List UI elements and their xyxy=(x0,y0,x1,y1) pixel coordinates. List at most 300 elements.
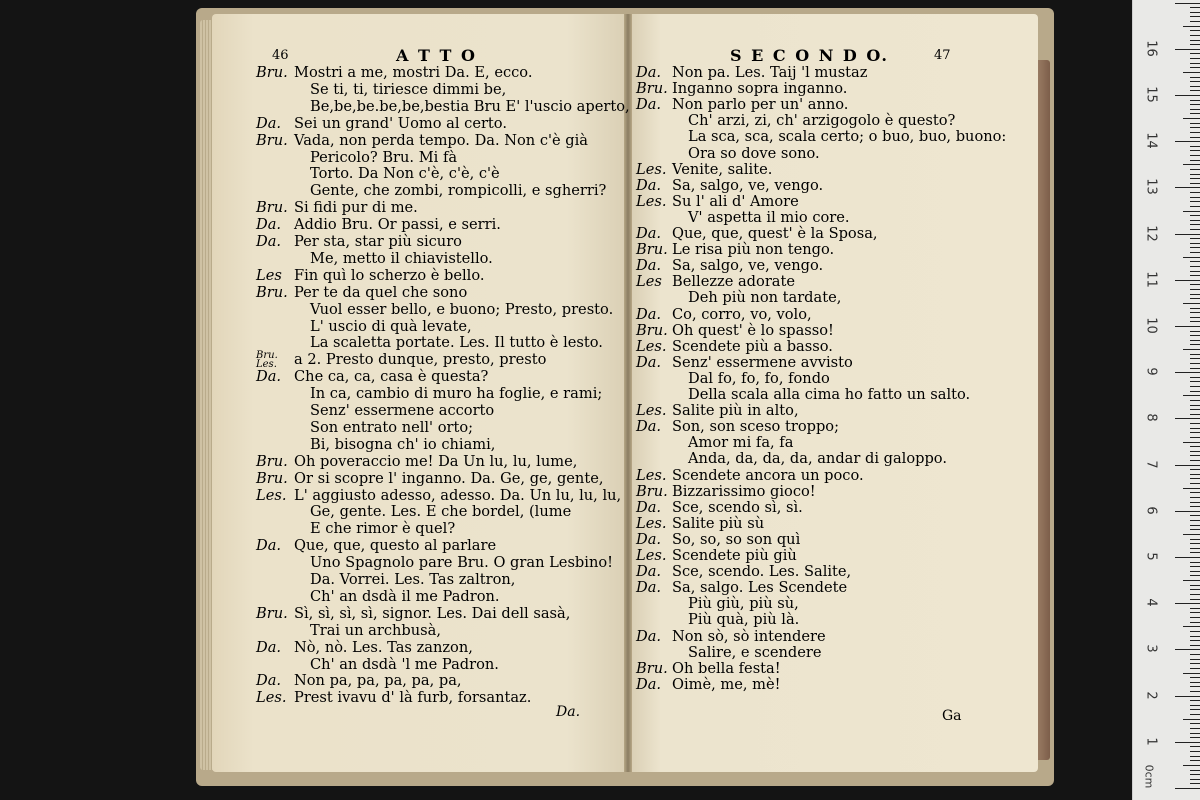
ruler-number: 2 xyxy=(1143,690,1159,700)
ruler-tick xyxy=(1190,197,1200,198)
ruler-tick xyxy=(1190,529,1200,530)
ruler-tick xyxy=(1190,451,1200,452)
ruler-number: 15 xyxy=(1143,86,1159,103)
ruler-tick xyxy=(1183,26,1200,27)
verse-text: Si fidi pur di me. xyxy=(294,199,418,217)
text-line xyxy=(256,537,496,555)
verse-text: Non pa, pa, pa, pa, pa, xyxy=(294,672,462,690)
ruler-number: 7 xyxy=(1143,459,1159,469)
ruler-tick xyxy=(1190,756,1200,757)
verse-text: Inganno sopra inganno. xyxy=(672,80,848,98)
verse-text: Deh più non tardate, xyxy=(688,289,842,307)
ruler-tick xyxy=(1190,100,1200,101)
ruler-tick xyxy=(1190,562,1200,563)
ruler-tick xyxy=(1190,381,1200,382)
verse-text: Più quà, più là. xyxy=(688,611,800,629)
verse-text: Son, son sceso troppo; xyxy=(672,418,840,436)
verse-text: Su l' ali d' Amore xyxy=(672,192,799,210)
ruler-tick xyxy=(1190,344,1200,345)
verse-text: Che ca, ca, casa è questa? xyxy=(294,368,489,386)
ruler-tick xyxy=(1190,515,1200,516)
verse-text: Amor mi fa, fa xyxy=(688,434,794,452)
ruler-tick xyxy=(1183,442,1200,443)
ruler-tick xyxy=(1190,63,1200,64)
verse-text: Salite più sù xyxy=(672,514,765,532)
verse-text: Salire, e scendere xyxy=(688,643,822,661)
ruler-tick xyxy=(1190,608,1200,609)
ruler-tick xyxy=(1190,308,1200,309)
speaker-label: Les. xyxy=(636,514,667,532)
ruler-tick xyxy=(1190,636,1200,637)
ruler-tick xyxy=(1175,465,1200,466)
speaker-label: Bru. xyxy=(256,469,288,487)
verse-text: Oh poveraccio me! Da Un lu, lu, lume, xyxy=(294,452,578,470)
ruler-tick xyxy=(1190,86,1200,87)
ruler-tick xyxy=(1175,280,1200,281)
text-line xyxy=(256,368,488,386)
speaker-label: Les. xyxy=(256,486,287,504)
ruler-tick xyxy=(1190,728,1200,729)
ruler-tick xyxy=(1190,21,1200,22)
page-edges-right xyxy=(1036,60,1050,760)
ruler-tick xyxy=(1190,104,1200,105)
verse-text: Uno Spagnolo pare Bru. O gran Lesbino! xyxy=(310,554,613,572)
ruler-tick xyxy=(1190,261,1200,262)
ruler-tick xyxy=(1175,557,1200,558)
ruler-tick xyxy=(1190,746,1200,747)
ruler-tick xyxy=(1190,700,1200,701)
verse-text: Bizzarissimo gioco! xyxy=(672,482,816,500)
ruler-tick xyxy=(1190,783,1200,784)
speaker-label: Bru. xyxy=(256,452,288,470)
speaker-label: Da. xyxy=(636,530,662,548)
measurement-ruler xyxy=(1132,0,1200,800)
ruler-tick xyxy=(1175,649,1200,650)
verse-text: In ca, cambio di muro ha foglie, e rami; xyxy=(310,385,603,403)
ruler-tick xyxy=(1190,539,1200,540)
left-catchword: Da. xyxy=(556,704,581,720)
ruler-tick xyxy=(1190,654,1200,655)
ruler-tick xyxy=(1190,423,1200,424)
verse-text: Pericolo? Bru. Mi fà xyxy=(310,148,458,166)
left-running-header: A T T O xyxy=(396,46,477,65)
ruler-tick xyxy=(1190,409,1200,410)
ruler-tick xyxy=(1190,321,1200,322)
verse-text: Sì, sì, sì, sì, signor. Les. Dai dell sasà, xyxy=(294,604,571,622)
text-line xyxy=(256,318,472,336)
ruler-tick xyxy=(1190,368,1200,369)
speaker-label: Da. xyxy=(636,225,662,242)
speaker-label: Bru. xyxy=(636,659,668,677)
verse-text: Oh quest' è lo spasso! xyxy=(672,321,834,339)
ruler-tick xyxy=(1190,525,1200,526)
ruler-tick xyxy=(1190,81,1200,82)
ruler-tick xyxy=(1175,696,1200,697)
ruler-tick xyxy=(1190,206,1200,207)
ruler-tick xyxy=(1190,760,1200,761)
verse-text: L' uscio di quà levate, xyxy=(310,317,472,335)
verse-text: Ch' an dsdà il me Padron. xyxy=(310,587,500,605)
ruler-tick xyxy=(1190,137,1200,138)
verse-text: Della scala alla cima ho fatto un salto. xyxy=(688,386,971,403)
text-line xyxy=(256,639,473,657)
ruler-number: 3 xyxy=(1143,644,1159,654)
speaker-label: Da. xyxy=(636,257,662,275)
speaker-label: Da. xyxy=(636,96,662,114)
verse-text: Anda, da, da, da, andar di galoppo. xyxy=(688,450,947,468)
speaker-label: Da. xyxy=(636,675,662,693)
book-gutter xyxy=(624,14,632,772)
text-line xyxy=(256,588,500,606)
ruler-tick xyxy=(1190,146,1200,147)
verse-text: Salite più in alto, xyxy=(672,402,799,420)
verse-text: Non sò, sò intendere xyxy=(672,627,826,645)
text-line xyxy=(256,656,499,674)
verse-text: La scaletta portate. Les. Il tutto è lesto. xyxy=(310,334,603,352)
ruler-tick xyxy=(1190,705,1200,706)
verse-text: Fin quì lo scherzo è bello. xyxy=(294,266,485,284)
ruler-tick xyxy=(1190,155,1200,156)
ruler-number: 11 xyxy=(1143,271,1159,288)
ruler-tick xyxy=(1190,599,1200,600)
ruler-tick xyxy=(1190,663,1200,664)
ruler-tick xyxy=(1190,53,1200,54)
ruler-tick xyxy=(1183,534,1200,535)
verse-text: Ch' arzi, zi, ch' arzigogolo è questo? xyxy=(688,112,956,130)
ruler-tick xyxy=(1190,178,1200,179)
text-line xyxy=(256,470,603,488)
ruler-tick xyxy=(1190,460,1200,461)
ruler-number: 16 xyxy=(1143,40,1159,57)
text-line xyxy=(256,453,577,471)
ruler-tick xyxy=(1190,331,1200,332)
right-running-header: S E C O N D O. xyxy=(730,46,889,65)
ruler-tick xyxy=(1175,141,1200,142)
speaker-label: Les. xyxy=(636,547,667,564)
verse-text: E che rimor è quel? xyxy=(310,520,456,538)
ruler-tick xyxy=(1190,774,1200,775)
text-line xyxy=(256,622,441,640)
verse-text: Trai un archbusà, xyxy=(310,621,441,639)
verse-text: Co, corro, vo, volo, xyxy=(672,305,812,323)
ruler-tick xyxy=(1190,224,1200,225)
ruler-tick xyxy=(1190,284,1200,285)
ruler-tick xyxy=(1190,737,1200,738)
ruler-tick xyxy=(1190,7,1200,8)
text-line xyxy=(256,216,501,234)
ruler-tick xyxy=(1190,132,1200,133)
right-catchword: Ga xyxy=(942,708,962,724)
speaker-label: Les. xyxy=(636,192,667,210)
ruler-tick xyxy=(1190,400,1200,401)
text-line xyxy=(256,284,467,302)
speaker-label: Da. xyxy=(636,498,662,516)
verse-text: Gente, che zombi, rompicolli, e sgherri? xyxy=(310,182,607,200)
ruler-tick xyxy=(1175,326,1200,327)
verse-text: Vada, non perda tempo. Da. Non c'è già xyxy=(294,131,589,149)
ruler-number: 6 xyxy=(1143,506,1159,515)
ruler-tick xyxy=(1190,594,1200,595)
verse-text: Bi, bisogna ch' io chiami, xyxy=(310,435,496,453)
speaker-label: Les. xyxy=(636,466,667,484)
ruler-number: 13 xyxy=(1143,178,1159,196)
text-line xyxy=(256,132,588,150)
verse-text: L' aggiusto adesso, adesso. Da. Un lu, lu, lu, xyxy=(294,486,622,504)
ruler-tick xyxy=(1190,294,1200,295)
ruler-tick xyxy=(1190,90,1200,91)
speaker-label: Da. xyxy=(636,418,662,436)
ruler-tick xyxy=(1190,723,1200,724)
ruler-tick xyxy=(1190,497,1200,498)
ruler-tick xyxy=(1175,95,1200,96)
ruler-tick xyxy=(1190,183,1200,184)
verse-text: Sa, salgo. Les Scendete xyxy=(672,579,848,597)
ruler-tick xyxy=(1183,488,1200,489)
verse-text: La sca, sca, scala certo; o buo, buo, buono: xyxy=(688,128,1007,146)
ruler-tick xyxy=(1190,474,1200,475)
ruler-tick xyxy=(1190,686,1200,687)
ruler-tick xyxy=(1183,765,1200,766)
ruler-tick xyxy=(1190,492,1200,493)
ruler-tick xyxy=(1190,405,1200,406)
ruler-tick xyxy=(1175,742,1200,743)
text-line xyxy=(256,605,570,623)
ruler-tick xyxy=(1190,548,1200,549)
ruler-tick xyxy=(1175,372,1200,373)
speaker-label: Bru. xyxy=(256,131,288,149)
verse-text: Scendete più a basso. xyxy=(672,337,833,355)
ruler-tick xyxy=(1175,234,1200,235)
ruler-tick xyxy=(1190,271,1200,272)
verse-text: Ora so dove sono. xyxy=(688,144,820,162)
verse-text: Ch' an dsdà 'l me Padron. xyxy=(310,655,499,673)
ruler-tick xyxy=(1190,150,1200,151)
ruler-tick xyxy=(1190,275,1200,276)
text-line xyxy=(256,402,494,420)
speaker-label: Da. xyxy=(256,537,282,555)
ruler-tick xyxy=(1175,603,1200,604)
text-line xyxy=(256,503,571,521)
ruler-tick xyxy=(1190,779,1200,780)
text-line xyxy=(256,301,613,319)
speaker-label: Bru. xyxy=(636,482,668,500)
ruler-tick xyxy=(1190,506,1200,507)
ruler-tick xyxy=(1175,511,1200,512)
ruler-tick xyxy=(1183,395,1200,396)
verse-text: Se ti, ti, tiriesce dimmi be, xyxy=(310,80,507,98)
ruler-tick xyxy=(1190,645,1200,646)
ruler-tick xyxy=(1183,626,1200,627)
ruler-tick xyxy=(1190,640,1200,641)
ruler-tick xyxy=(1183,118,1200,119)
verse-text: So, so, so son quì xyxy=(672,530,801,548)
verse-text: Più giù, più sù, xyxy=(688,595,799,613)
ruler-tick xyxy=(1190,455,1200,456)
ruler-tick xyxy=(1190,238,1200,239)
ruler-tick xyxy=(1190,201,1200,202)
ruler-tick xyxy=(1190,585,1200,586)
speaker-label: Da. xyxy=(636,563,662,581)
ruler-tick xyxy=(1190,247,1200,248)
ruler-tick xyxy=(1183,164,1200,165)
ruler-tick xyxy=(1183,257,1200,258)
ruler-tick xyxy=(1190,751,1200,752)
verse-text: Be,be,be.be,be,bestia Bru E' l'uscio aperto, xyxy=(310,97,630,115)
ruler-number: 1 xyxy=(1143,737,1159,746)
ruler-tick xyxy=(1190,354,1200,355)
verse-text: Scendete ancora un poco. xyxy=(672,466,864,484)
speaker-label: Les. xyxy=(636,337,667,355)
verse-text: Le risa più non tengo. xyxy=(672,241,835,259)
ruler-tick xyxy=(1190,77,1200,78)
text-line xyxy=(256,81,506,99)
ruler-tick xyxy=(1190,617,1200,618)
ruler-tick xyxy=(1175,3,1200,4)
text-line xyxy=(256,419,473,437)
ruler-tick xyxy=(1175,788,1200,789)
ruler-tick xyxy=(1190,668,1200,669)
ruler-tick xyxy=(1190,298,1200,299)
ruler-number: 12 xyxy=(1143,224,1159,242)
speaker-label: Da. xyxy=(256,233,282,250)
verse-text: Oimè, me, mè! xyxy=(672,675,781,693)
ruler-tick xyxy=(1190,414,1200,415)
text-line xyxy=(256,571,515,589)
text-line xyxy=(256,436,495,454)
speaker-label: Bru. xyxy=(256,199,288,217)
ruler-tick xyxy=(1190,220,1200,221)
verse-text: Sa, salgo, ve, vengo. xyxy=(672,257,824,275)
ruler-tick xyxy=(1190,709,1200,710)
ruler-tick xyxy=(1190,691,1200,692)
speaker-label: Bru. Les. xyxy=(256,350,278,371)
text-line xyxy=(256,554,613,572)
text-line xyxy=(256,115,507,133)
ruler-number: 5 xyxy=(1143,552,1159,561)
ruler-tick xyxy=(1190,391,1200,392)
ruler-tick xyxy=(1190,446,1200,447)
speaker-label: Bru. xyxy=(256,64,288,81)
verse-text: Senz' essermene avvisto xyxy=(672,353,853,371)
speaker-label: Da. xyxy=(256,368,282,386)
speaker-label: Bru. xyxy=(636,241,668,259)
verse-text: Que, que, questo al parlare xyxy=(294,537,497,555)
ruler-tick xyxy=(1190,58,1200,59)
ruler-number: 8 xyxy=(1143,413,1159,423)
ruler-tick xyxy=(1190,192,1200,193)
ruler-tick xyxy=(1190,67,1200,68)
ruler-tick xyxy=(1190,312,1200,313)
speaker-label: Les xyxy=(636,273,662,291)
speaker-label: Da. xyxy=(256,216,282,234)
ruler-tick xyxy=(1190,622,1200,623)
verse-text: Non pa. Les. Taij 'l mustaz xyxy=(672,64,868,81)
ruler-tick xyxy=(1190,571,1200,572)
verse-text: Venite, salite. xyxy=(672,160,773,178)
ruler-tick xyxy=(1175,49,1200,50)
speaker-label: Les. xyxy=(256,689,287,707)
ruler-tick xyxy=(1190,437,1200,438)
ruler-tick xyxy=(1190,317,1200,318)
speaker-label: Bru. xyxy=(636,321,668,339)
ruler-tick xyxy=(1190,243,1200,244)
verse-text: Senz' essermene accorto xyxy=(310,402,495,419)
ruler-tick xyxy=(1190,358,1200,359)
ruler-tick xyxy=(1190,428,1200,429)
ruler-tick xyxy=(1190,483,1200,484)
verse-text: Non parlo per un' anno. xyxy=(672,96,849,114)
text-line xyxy=(256,64,532,82)
ruler-tick xyxy=(1190,335,1200,336)
ruler-tick xyxy=(1190,113,1200,114)
verse-text: Bellezze adorate xyxy=(672,273,795,291)
ruler-tick xyxy=(1190,12,1200,13)
speaker-label: Da. xyxy=(636,176,662,194)
speaker-label: Bru. xyxy=(256,604,288,622)
ruler-tick xyxy=(1190,44,1200,45)
speaker-label: Da. xyxy=(636,64,662,81)
ruler-tick xyxy=(1190,266,1200,267)
left-page-number: 46 xyxy=(272,48,289,63)
speaker-label: Da. xyxy=(636,579,662,597)
verse-text: Per sta, star più sicuro xyxy=(294,233,462,250)
speaker-label: Da. xyxy=(636,627,662,645)
verse-text: Torto. Da Non c'è, c'è, c'è xyxy=(310,165,500,183)
text-line xyxy=(256,165,500,183)
verse-text: Da. Vorrei. Les. Tas zaltron, xyxy=(310,571,516,588)
ruler-tick xyxy=(1183,72,1200,73)
text-line xyxy=(256,233,462,251)
verse-text: Oh bella festa! xyxy=(672,659,781,677)
verse-text: Sce, scendo sì, sì. xyxy=(672,498,803,516)
text-line xyxy=(256,267,485,285)
ruler-tick xyxy=(1190,289,1200,290)
ruler-tick xyxy=(1190,733,1200,734)
speaker-label: Les xyxy=(256,266,282,284)
text-line xyxy=(256,334,603,352)
speaker-label: Da. xyxy=(636,353,662,371)
verse-text: Addio Bru. Or passi, e serri. xyxy=(294,216,501,234)
verse-text: Me, metto il chiavistello. xyxy=(310,249,493,267)
speaker-label: Da. xyxy=(256,638,282,656)
ruler-tick xyxy=(1190,631,1200,632)
ruler-tick xyxy=(1190,127,1200,128)
ruler-number: 14 xyxy=(1143,132,1159,149)
ruler-tick xyxy=(1190,252,1200,253)
ruler-tick xyxy=(1175,187,1200,188)
ruler-unit-label: 0cm xyxy=(1142,764,1156,789)
ruler-tick xyxy=(1190,552,1200,553)
ruler-number: 10 xyxy=(1143,317,1159,334)
ruler-tick xyxy=(1190,30,1200,31)
speaker-label: Les. xyxy=(636,402,667,420)
ruler-tick xyxy=(1175,418,1200,419)
ruler-tick xyxy=(1190,229,1200,230)
ruler-tick xyxy=(1190,677,1200,678)
speaker-label: Da. xyxy=(256,672,282,690)
verse-text: Sce, scendo. Les. Salite, xyxy=(672,563,852,581)
ruler-tick xyxy=(1190,502,1200,503)
ruler-tick xyxy=(1183,303,1200,304)
verse-text: Que, que, quest' è la Sposa, xyxy=(672,225,878,242)
ruler-tick xyxy=(1190,16,1200,17)
verse-text: Per te da quel che sono xyxy=(294,283,468,301)
verse-text: Scendete più giù xyxy=(672,547,797,564)
text-line xyxy=(256,98,630,116)
ruler-tick xyxy=(1190,714,1200,715)
text-line xyxy=(256,149,457,167)
ruler-tick xyxy=(1190,520,1200,521)
